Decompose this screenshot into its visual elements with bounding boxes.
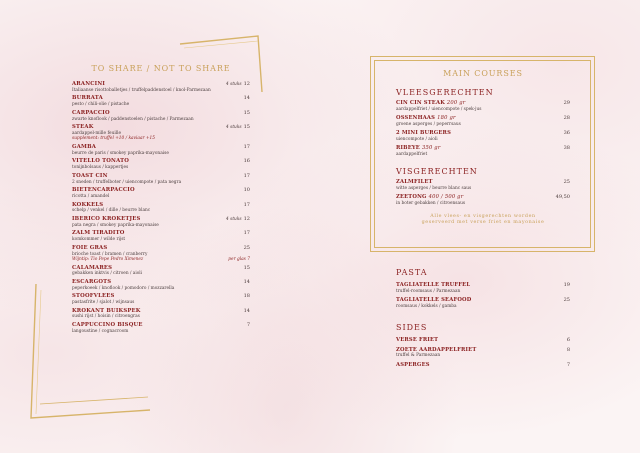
- sides-section-title: SIDES: [396, 323, 428, 332]
- item-price: 8: [566, 346, 570, 353]
- item-description: gebakken inktvis / citroen / aioli: [72, 271, 143, 277]
- sides-items-list: [396, 337, 570, 368]
- item-description: tonijnbolsaus / kappertjes: [72, 165, 129, 171]
- item-name-line: [396, 362, 570, 369]
- share-section-title: TO SHARE / NOT TO SHARE: [91, 64, 231, 73]
- item-description: truffel-roomsaus / Parmezaan: [396, 288, 461, 294]
- item-price-value: 14: [243, 278, 250, 285]
- item-price: [244, 173, 250, 180]
- item-name-line: [396, 145, 570, 152]
- item-description: aardappel-mille feuille: [72, 130, 122, 136]
- item-description: ricotta / amandel: [72, 193, 110, 199]
- item-price-value: 25: [243, 244, 250, 251]
- item-weight: 180 gr: [437, 115, 456, 121]
- item-price: [244, 95, 250, 102]
- item-description: langoustine / cognacroom: [72, 328, 129, 334]
- item-price: 49,50: [555, 194, 570, 200]
- menu-item: [72, 144, 250, 156]
- menu-item: [396, 130, 570, 142]
- item-price: 7: [566, 361, 570, 368]
- menu-item: [72, 265, 250, 277]
- item-description: brioche toast / bramen / cranberry: [72, 251, 148, 257]
- item-note: [72, 257, 250, 262]
- item-price: [244, 158, 250, 165]
- item-price-value: 15: [243, 124, 250, 131]
- item-name-line: [396, 194, 570, 201]
- item-name: ZOETE AARDAPPELFRIET: [396, 346, 477, 353]
- menu-item: [72, 322, 250, 334]
- item-description: peperkoeek / knoflook / pomodoro / mozzarella: [72, 285, 175, 291]
- menu-item: [72, 95, 250, 107]
- item-name: KROKANT BUIKSPEK: [72, 307, 141, 314]
- item-quantity: 4 stuks: [226, 216, 242, 222]
- menu-item: [72, 173, 250, 185]
- menu-item: [72, 245, 250, 263]
- item-description: Italiaanse risottoballetjes / truffelpaddenstoel / knol-Parmezaan: [72, 87, 211, 93]
- menu-item: [396, 194, 570, 206]
- pasta-items-list: [396, 282, 570, 309]
- item-price-value: 17: [243, 172, 250, 179]
- item-name: TAGLIATELLE TRUFFEL: [396, 282, 471, 288]
- item-description: aardappelfriet: [396, 151, 428, 157]
- item-name: BURRATA: [72, 95, 103, 102]
- item-name: CAPPUCCINO BISQUE: [72, 322, 143, 329]
- item-description: truffel & Parmezaan: [396, 353, 441, 359]
- item-price: [226, 81, 250, 89]
- menu-item: [396, 337, 570, 344]
- item-name: STOOFVLEES: [72, 293, 115, 300]
- item-name-line: [396, 297, 570, 304]
- item-description: pesto / chili-olie / pistache: [72, 102, 130, 108]
- item-name: TOAST CIN: [72, 172, 108, 179]
- item-price: [244, 202, 250, 209]
- item-name: CALAMARES: [72, 264, 113, 271]
- item-description: zwarte knoflook / paddenstoelen / pistache / Parmezaan: [72, 116, 194, 122]
- item-name-line: [396, 130, 570, 137]
- item-price-value: 15: [243, 109, 250, 116]
- item-name: ESCARGOTS: [72, 278, 112, 285]
- menu-item: [72, 216, 250, 228]
- item-name-line: [396, 347, 570, 354]
- item-name-line: [396, 115, 570, 122]
- item-name: ASPERGES: [396, 361, 430, 368]
- pasta-sides-section: [396, 268, 570, 371]
- menu-item: [72, 81, 250, 93]
- menu-item: [396, 297, 570, 309]
- item-name: TAGLIATELLE SEAFOOD: [396, 297, 472, 303]
- item-name: IBERICO KROKETJES: [72, 215, 141, 222]
- item-note-text: supplement: truffel +10 / kaviaar +15: [72, 136, 156, 142]
- item-description: aardappelfriet / uiencompote / spek-jus: [396, 106, 482, 112]
- item-weight: 200 gr: [446, 100, 466, 106]
- menu-item: [72, 230, 250, 242]
- item-note: [72, 136, 250, 141]
- main-courses-title: MAIN COURSES: [443, 69, 523, 78]
- footnote-line-2: geserveerd met verse friet en mayonaise: [421, 220, 545, 226]
- menu-item: [396, 347, 570, 359]
- menu-item: [72, 124, 250, 142]
- menu-item: [396, 145, 570, 157]
- menu-item: [72, 187, 250, 199]
- item-description: schelp / venkel / dille / beurre blanc: [72, 208, 151, 214]
- main-courses-box: [370, 56, 595, 252]
- item-price: 36: [563, 130, 570, 136]
- item-price: [247, 322, 250, 329]
- item-name: GAMBA: [72, 143, 97, 150]
- item-weight: 400 / 500 gr: [428, 194, 464, 200]
- menu-item: [72, 110, 250, 122]
- item-name: OSSENHAAS: [396, 115, 436, 121]
- item-description: pata negra / smokey paprika-mayonaise: [72, 222, 159, 228]
- item-price: [244, 110, 250, 117]
- item-name-line: [396, 337, 570, 344]
- item-price: [226, 216, 250, 224]
- item-price: [244, 293, 250, 300]
- item-price-value: 12: [243, 81, 250, 87]
- item-name: ZALMFILET: [396, 179, 433, 185]
- item-price: 28: [563, 115, 570, 121]
- item-name: VERSE FRIET: [396, 337, 439, 343]
- item-price: [244, 279, 250, 286]
- item-price: 19: [563, 282, 570, 288]
- item-name-line: [396, 179, 570, 186]
- share-items-list: [72, 81, 250, 334]
- item-price: 29: [563, 100, 570, 106]
- item-description: pastasfrite / sjalot / wijnsaus: [72, 300, 135, 306]
- share-menu-section: [72, 64, 250, 336]
- item-price: [244, 230, 250, 237]
- menu-item: [396, 115, 570, 127]
- menu-item: [72, 202, 250, 214]
- item-description: groene asperges / peperrsaus: [396, 121, 461, 127]
- item-price-value: 14: [243, 95, 250, 102]
- menu-item: [72, 158, 250, 170]
- pasta-section-title: PASTA: [396, 268, 428, 277]
- item-description: komkommer / wilde rijst: [72, 237, 126, 243]
- menu-item: [396, 282, 570, 294]
- item-price: 25: [563, 297, 570, 303]
- item-name: 2 MINI BURGERS: [396, 130, 452, 136]
- item-price: [244, 245, 250, 252]
- menu-item: [72, 308, 250, 320]
- item-name-line: [396, 282, 570, 289]
- menu-item: [396, 362, 570, 369]
- meat-section-title: VLEESGERECHTEN: [396, 88, 494, 97]
- item-quantity: 4 stuks: [226, 82, 242, 87]
- item-price: 6: [566, 337, 570, 343]
- item-price: [244, 144, 250, 151]
- item-note-price: per glas 7: [228, 256, 250, 262]
- footnote-line-1: Alle vlees- en visgerechten worden: [430, 214, 536, 219]
- item-weight: 350 gr: [421, 145, 441, 151]
- item-price-value: 14: [243, 307, 250, 314]
- item-price-value: 7: [246, 322, 250, 329]
- item-price-value: 15: [243, 264, 250, 271]
- item-name: STEAK: [72, 124, 94, 131]
- item-price: [244, 187, 250, 194]
- fish-items-list: [396, 179, 570, 206]
- item-description: beurre de paris / smokey paprika-mayonaise: [72, 150, 169, 156]
- item-price: [226, 124, 250, 132]
- item-description: 2 sneden / truffelboter / uiencompote / pata negra: [72, 179, 182, 185]
- item-description: uiencompote / aioli: [396, 136, 438, 142]
- menu-item: [396, 179, 570, 191]
- item-price-value: 17: [243, 201, 250, 208]
- item-name: BIETENCARPACCIO: [72, 187, 135, 194]
- meat-items-list: [396, 100, 570, 157]
- menu-item: [72, 279, 250, 291]
- item-name: KOKKELS: [72, 201, 104, 208]
- item-description: sushi rijst / hoisin / citroengras: [72, 314, 140, 320]
- item-price-value: 10: [243, 187, 250, 194]
- menu-item: [396, 100, 570, 112]
- item-price: 38: [563, 145, 570, 151]
- item-price: [244, 308, 250, 315]
- item-name: CIN CIN STEAK: [396, 100, 445, 106]
- item-name: FOIE GRAS: [72, 244, 108, 251]
- item-price: [244, 265, 250, 272]
- item-quantity: 4 stuks: [226, 125, 242, 131]
- menu-item: [72, 293, 250, 305]
- serving-footnote: [396, 214, 570, 227]
- item-name: ZALM TIRADITO: [72, 230, 125, 237]
- item-price-value: 17: [243, 230, 250, 237]
- item-price: 25: [563, 179, 570, 185]
- item-description: witte asperges / beurre blanc saus: [396, 185, 472, 191]
- item-name: ZEETONG: [396, 194, 427, 200]
- item-price-value: 12: [243, 215, 250, 222]
- item-description: in boter gebakken / citroensaus: [396, 200, 466, 206]
- item-price-value: 18: [243, 293, 250, 300]
- item-price-value: 16: [243, 158, 250, 165]
- fish-section-title: VISGERECHTEN: [396, 167, 478, 176]
- item-price-value: 17: [243, 143, 250, 150]
- item-name: RIBEYE: [396, 145, 420, 151]
- item-name: VITELLO TONATO: [72, 158, 130, 165]
- item-note-text: Wijntip: Tio Pepe Pedro Ximenez: [72, 256, 144, 262]
- item-name: ARANCINI: [72, 81, 106, 87]
- item-name-line: [396, 100, 570, 107]
- item-name: CARPACCIO: [72, 109, 110, 116]
- item-description: roomsaus / kokkels / gamba: [396, 303, 457, 309]
